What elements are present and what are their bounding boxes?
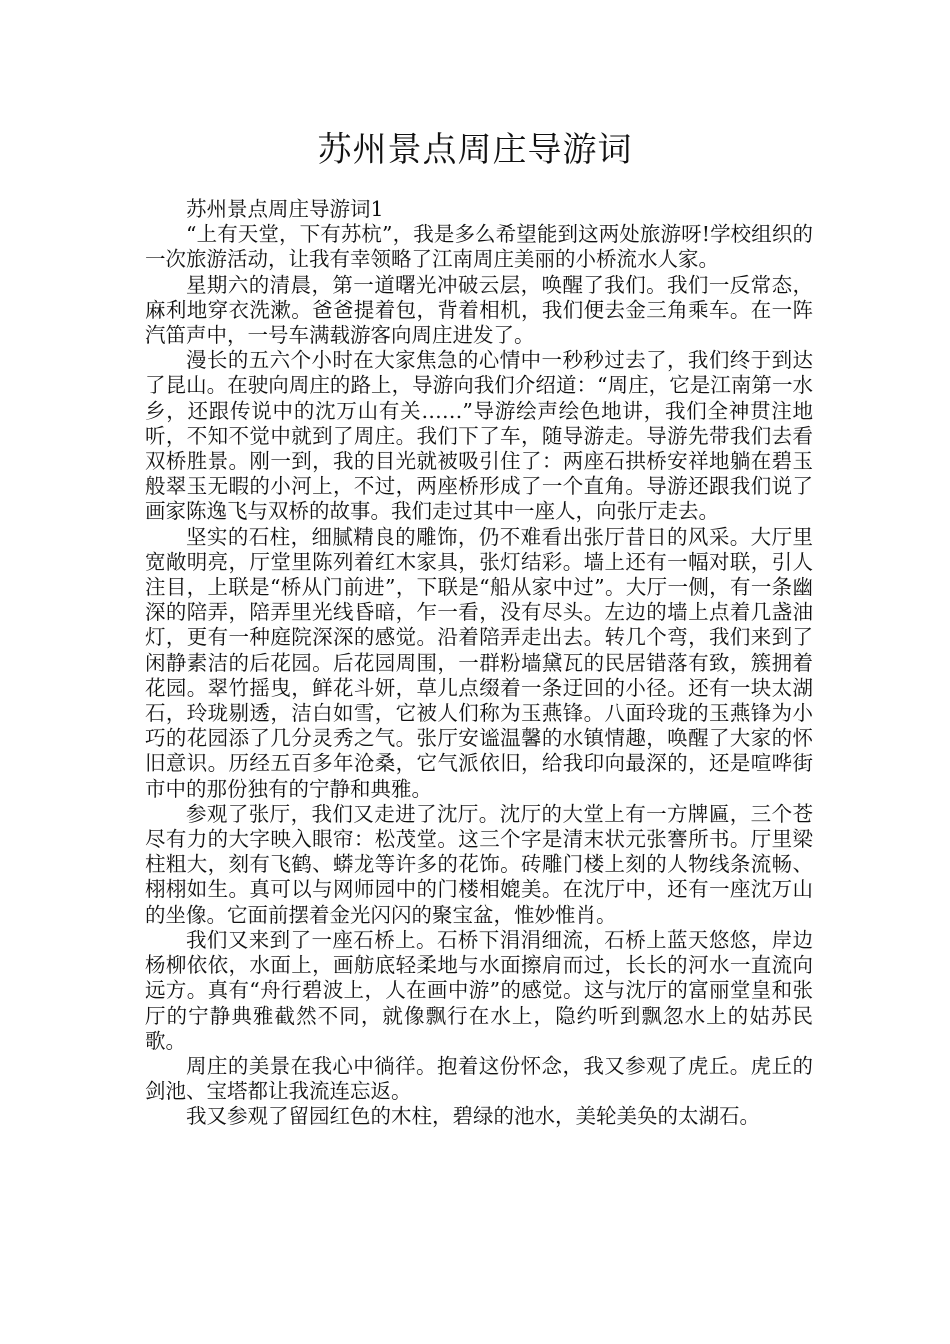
- document-title: 苏州景点周庄导游词: [317, 130, 633, 170]
- document-body: [145, 197, 813, 1130]
- paragraph: “上有天堂，下有苏杭”，我是多么希望能到这两处旅游呀!学校组织的一次旅游活动，让我有幸领略了江南周庄美丽的小桥流水人家。: [145, 222, 813, 272]
- paragraph: 我又参观了留园红色的木柱，碧绿的池水，美轮美奂的太湖石。: [186, 1104, 760, 1129]
- paragraph: 周庄的美景在我心中徜徉。抱着这份怀念，我又参观了虎丘。虎丘的剑池、宝塔都让我流连忘返。: [145, 1053, 813, 1104]
- paragraph: 坚实的石柱，细腻精良的雕饰，仍不难看出张厅昔日的风采。大厅里宽敞明亮，厅堂里陈列着红木家具，张灯结彩。墙上还有一幅对联，引人注目，上联是“桥从门前进”，下联是“船从家中过”。大厅一侧，有一条幽深的陪弄，陪弄里光线昏暗，乍一看，没有尽头。左边的墙上点着几盏油灯，更有一种庭院深深的感觉。沿着陪弄走出去。转几个弯，我们来到了闲静素洁的后花园。后花园周围，一群粉墙黛瓦的民居错落有致，簇拥着花园。翠竹摇曳，鲜花斗妍，草儿点缀着一条迂回的小径。还有一块太湖石，玲珑剔透，洁白如雪，它被人们称为玉燕锋。八面玲珑的玉燕锋为小巧的花园添了几分灵秀之气。张厅安谧温馨的水镇情趣，唤醒了大家的怀旧意识。历经五百多年沧桑，它气派依旧，给我印向最深的，还是喧哗街市中的那份独有的宁静和典雅。: [145, 524, 813, 801]
- paragraph: 我们又来到了一座石桥上。石桥下涓涓细流，石桥上蓝天悠悠，岸边杨柳依依，水面上，画舫底轻柔地与水面擦肩而过，长长的河水一直流向远方。真有“舟行碧波上，人在画中游”的感觉。这与沈厅的富丽堂皇和张厅的宁静典雅截然不同，就像飘行在水上，隐约听到飘忽水上的姑苏民歌。: [145, 927, 813, 1053]
- paragraph: 参观了张厅，我们又走进了沈厅。沈厅的大堂上有一方牌匾，三个苍尽有力的大字映入眼帘：松茂堂。这三个字是清末状元张謇所书。厅里梁柱粗大，刻有飞鹤、蟒龙等许多的花饰。砖雕门楼上刻的人物线条流畅、栩栩如生。真可以与网师园中的门楼相媲美。在沈厅中，还有一座沈万山的坐像。它面前摆着金光闪闪的聚宝盆，惟妙惟肖。: [145, 801, 813, 927]
- paragraph-subtitle: 苏州景点周庄导游词1: [186, 197, 384, 221]
- paragraph: 漫长的五六个小时在大家焦急的心情中一秒秒过去了，我们终于到达了昆山。在驶向周庄的路上，导游向我们介绍道：“周庄，它是江南第一水乡，还跟传说中的沈万山有关……”导游绘声绘色地讲，我们全神贯注地听，不知不觉中就到了周庄。我们下了车，随导游走。导游先带我们去看双桥胜景。刚一到，我的目光就被吸引住了：两座石拱桥安祥地躺在碧玉般翠玉无暇的小河上，不过，两座桥形成了一个直角。导游还跟我们说了画家陈逸飞与双桥的故事。我们走过其中一座人，向张厅走去。: [145, 348, 813, 524]
- paragraph: 星期六的清晨，第一道曙光冲破云层，唤醒了我们。我们一反常态，麻利地穿衣洗漱。爸爸提着包，背着相机，我们便去金三角乘车。在一阵汽笛声中，一号车满载游客向周庄进发了。: [145, 272, 813, 348]
